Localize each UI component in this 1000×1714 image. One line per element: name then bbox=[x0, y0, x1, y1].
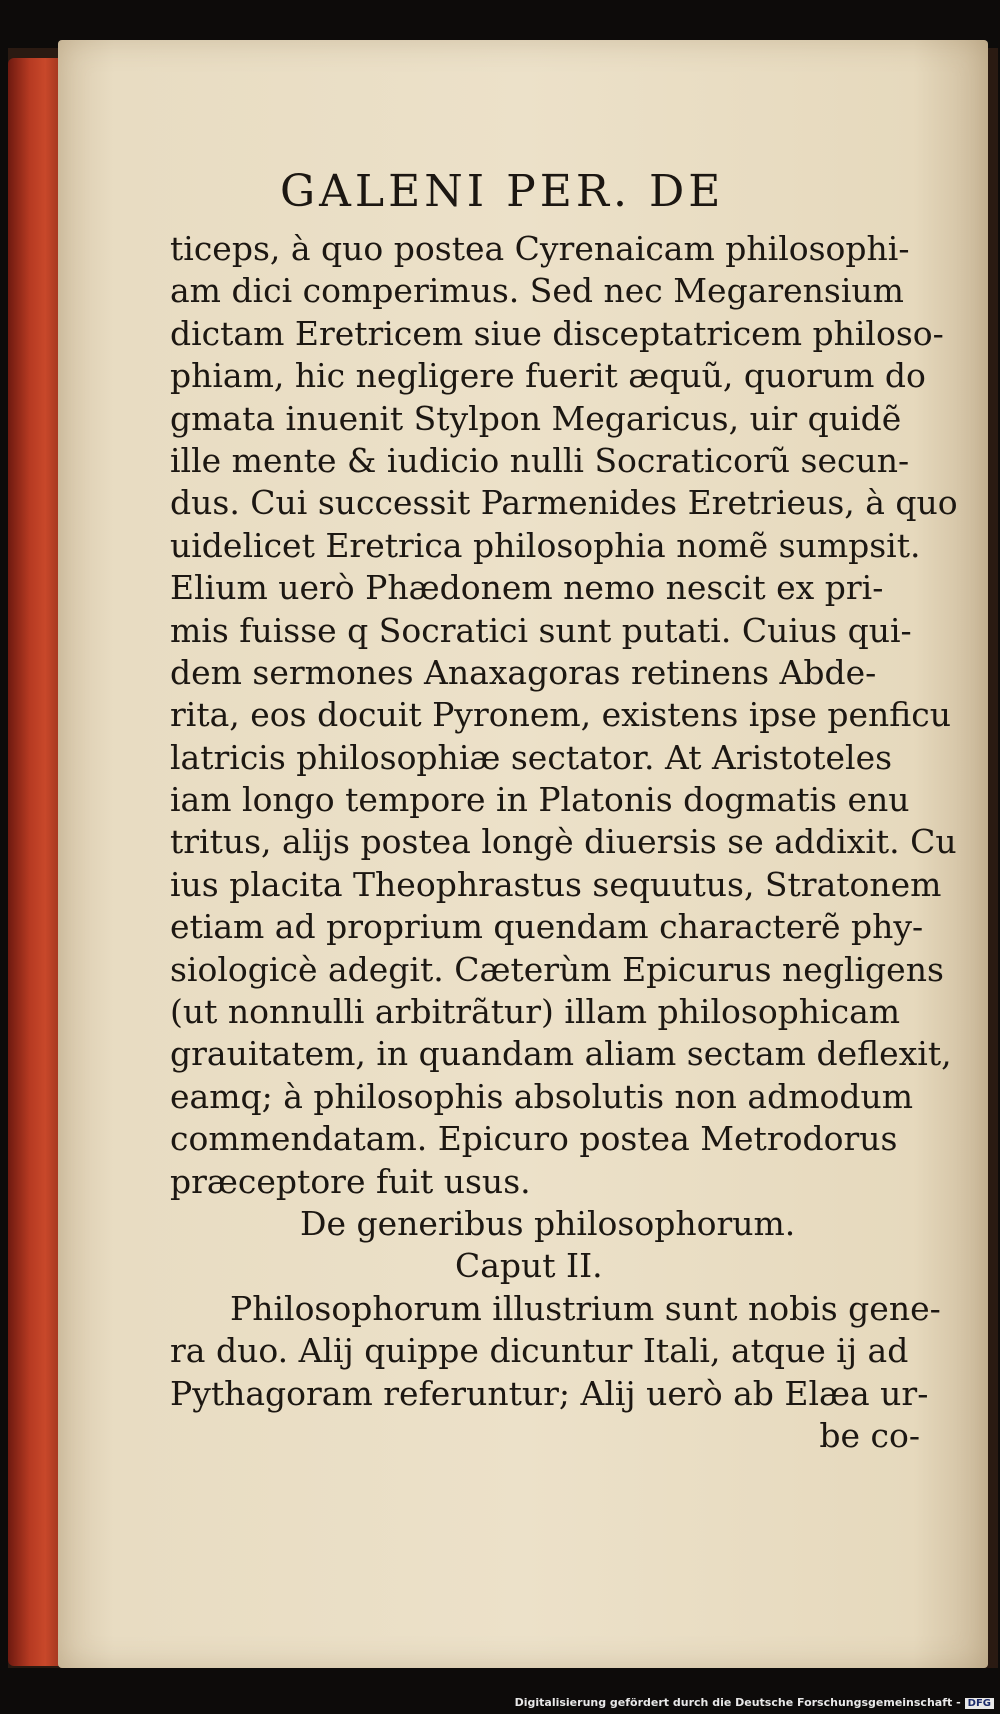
chapter-line: Philosophorum illustrium sunt nobis gene- bbox=[230, 1288, 941, 1328]
chapter-line: Pythagoram referuntur; Alij uerò ab Elæa ur- bbox=[170, 1373, 929, 1413]
text-line: am dici comperimus. Sed nec Megarensium bbox=[170, 271, 904, 311]
text-line: præceptore fuit usus. bbox=[170, 1161, 531, 1201]
dfg-logo: DFG bbox=[965, 1698, 994, 1709]
text-line: ille mente & iudicio nulli Socraticorũ secun- bbox=[170, 440, 910, 480]
text-line: dictam Eretricem siue disceptatricem philoso- bbox=[170, 313, 944, 353]
chapter-heading: De generibus philosophorum. bbox=[300, 1203, 796, 1243]
text-line: dem sermones Anaxagoras retinens Abde- bbox=[170, 652, 877, 692]
digitization-footer bbox=[0, 1696, 1000, 1714]
text-line: latricis philosophiæ sectator. At Aristoteles bbox=[170, 737, 893, 777]
text-line: ius placita Theophrastus sequutus, Stratonem bbox=[170, 864, 942, 904]
text-line: gmata inuenit Stylpon Megaricus, uir quidẽ bbox=[170, 398, 902, 438]
text-line: ticeps, à quo postea Cyrenaicam philosophi- bbox=[170, 229, 910, 268]
running-header: GALENI PER. DE bbox=[280, 166, 725, 217]
text-line: eamq; à philosophis absolutis non admodum bbox=[170, 1076, 914, 1116]
text-line: dus. Cui successit Parmenides Eretrieus, à quo bbox=[170, 483, 958, 523]
text-line: grauitatem, in quandam aliam sectam deflexit, bbox=[170, 1034, 952, 1074]
text-line: phiam, hic negligere fuerit æquũ, quorum do bbox=[170, 356, 926, 396]
text-line: iam longo tempore in Platonis dogmatis enu bbox=[170, 780, 910, 820]
text-line: uidelicet Eretrica philosophia nomẽ sumpsit. bbox=[170, 525, 921, 565]
text-line: commendatam. Epicuro postea Metrodorus bbox=[170, 1119, 898, 1159]
text-line: tritus, alijs postea longè diuersis se addixit. Cu bbox=[170, 822, 957, 862]
footer-text: Digitalisierung gefördert durch die Deutsche Forschungsgemeinschaft - bbox=[514, 1696, 961, 1709]
text-line: (ut nonnulli arbitrãtur) illam philosophicam bbox=[170, 992, 901, 1032]
main-text bbox=[170, 228, 960, 1457]
text-line: rita, eos docuit Pyronem, existens ipse penficu bbox=[170, 695, 952, 735]
text-line: siologicè adegit. Cæterùm Epicurus negligens bbox=[170, 949, 944, 989]
chapter-line: ra duo. Alij quippe dicuntur Itali, atque ij ad bbox=[170, 1331, 909, 1371]
text-line: Elium uerò Phædonem nemo nescit ex pri- bbox=[170, 568, 884, 608]
text-line: etiam ad proprium quendam characterẽ phy- bbox=[170, 907, 924, 947]
text-line: mis fuisse q Socratici sunt putati. Cuius qui- bbox=[170, 610, 912, 650]
catchword: be co- bbox=[819, 1415, 920, 1455]
chapter-number: Caput II. bbox=[455, 1246, 603, 1286]
